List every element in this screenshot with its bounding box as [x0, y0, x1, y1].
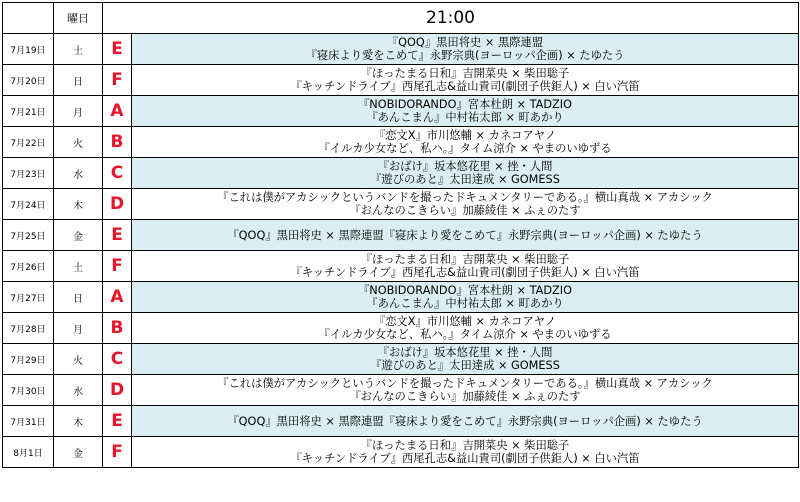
row-date: 7月22日	[3, 127, 54, 158]
row-day: 水	[54, 158, 103, 189]
row-program	[132, 375, 799, 406]
row-day: 月	[54, 313, 103, 344]
row-program	[132, 313, 799, 344]
program-line: 『ほったまる日和』吉開菜央 × 柴田聡子	[360, 253, 570, 266]
program-line: 『恋文X』市川悠輔 × カネコアヤノ	[373, 315, 557, 328]
schedule-row	[3, 220, 799, 251]
program-line: 『ほったまる日和』吉開菜央 × 柴田聡子	[360, 439, 570, 452]
row-program-code: B	[103, 127, 132, 158]
row-program-code: C	[103, 158, 132, 189]
row-day: 木	[54, 189, 103, 220]
program-line: 『イルカ少女など、私ハ。』タイム涼介 × やまのいゆずる	[318, 328, 612, 341]
schedule-row	[3, 375, 799, 406]
program-line: 『あんこまん』中村祐太郎 × 町あかり	[366, 111, 564, 124]
program-line: 『NOBIDORANDO』宮本杜朗 × TADZIO	[357, 284, 573, 297]
row-program	[132, 220, 799, 251]
row-date: 7月30日	[3, 375, 54, 406]
row-program-code: D	[103, 375, 132, 406]
row-date: 7月23日	[3, 158, 54, 189]
row-program-code: A	[103, 282, 132, 313]
row-day: 水	[54, 375, 103, 406]
header-row	[3, 3, 799, 34]
row-program	[132, 406, 799, 437]
row-program	[132, 127, 799, 158]
schedule-row	[3, 127, 799, 158]
row-program	[132, 251, 799, 282]
row-date: 7月20日	[3, 65, 54, 96]
row-day: 金	[54, 437, 103, 468]
program-line: 『遊びのあと』太田達成 × GOMESS	[370, 359, 560, 372]
row-program	[132, 189, 799, 220]
row-program	[132, 158, 799, 189]
row-date: 7月27日	[3, 282, 54, 313]
row-date: 7月26日	[3, 251, 54, 282]
row-program	[132, 437, 799, 468]
row-date: 8月1日	[3, 437, 54, 468]
program-line: 『おんなのこきらい』加藤綾佳 × ふぇのたす	[349, 390, 581, 403]
row-program-code: F	[103, 251, 132, 282]
row-program-code: E	[103, 34, 132, 65]
row-date: 7月19日	[3, 34, 54, 65]
row-date: 7月29日	[3, 344, 54, 375]
program-line: 『恋文X』市川悠輔 × カネコアヤノ	[373, 129, 557, 142]
row-date: 7月21日	[3, 96, 54, 127]
row-program	[132, 65, 799, 96]
schedule-row	[3, 282, 799, 313]
row-day: 木	[54, 406, 103, 437]
schedule-table	[2, 2, 799, 468]
schedule-row	[3, 158, 799, 189]
program-line: 『寝床より愛をこめて』永野宗典(ヨーロッパ企画) × たゆたう	[305, 49, 625, 62]
schedule-row	[3, 437, 799, 468]
program-line: 『遊びのあと』太田達成 × GOMESS	[370, 173, 560, 186]
row-date: 7月28日	[3, 313, 54, 344]
row-day: 日	[54, 282, 103, 313]
program-line: 『キッチンドライブ』西尾孔志&益山貴司(劇団子供鉅人) × 白い汽笛	[290, 266, 640, 279]
program-line: 『これは僕がアカシックというバンドを撮ったドキュメンタリーである。』横山真哉 × アカシック	[217, 377, 713, 390]
row-program	[132, 34, 799, 65]
program-line: 『QOQ』黒田将史 × 黒際連盟『寝床より愛をこめて』永野宗典(ヨーロッパ企画) × たゆたう	[227, 228, 703, 242]
schedule-row	[3, 65, 799, 96]
row-program-code: E	[103, 220, 132, 251]
program-line: 『NOBIDORANDO』宮本杜朗 × TADZIO	[357, 98, 573, 111]
row-day: 月	[54, 96, 103, 127]
program-line: 『おばけ』坂本悠花里 × 挫・人間	[377, 160, 553, 173]
row-day: 土	[54, 34, 103, 65]
program-line: 『イルカ少女など、私ハ。』タイム涼介 × やまのいゆずる	[318, 142, 612, 155]
schedule-row	[3, 34, 799, 65]
program-line: 『これは僕がアカシックというバンドを撮ったドキュメンタリーである。』横山真哉 × アカシック	[217, 191, 713, 204]
header-day-cell: 曜日	[54, 3, 103, 34]
row-program-code: D	[103, 189, 132, 220]
program-line: 『おんなのこきらい』加藤綾佳 × ふぇのたす	[349, 204, 581, 217]
program-line: 『ほったまる日和』吉開菜央 × 柴田聡子	[360, 67, 570, 80]
row-day: 火	[54, 344, 103, 375]
schedule-body	[3, 34, 799, 468]
row-day: 火	[54, 127, 103, 158]
schedule-row	[3, 189, 799, 220]
header-time-cell: 21:00	[103, 3, 799, 34]
row-date: 7月25日	[3, 220, 54, 251]
row-program-code: B	[103, 313, 132, 344]
schedule-row	[3, 406, 799, 437]
program-line: 『キッチンドライブ』西尾孔志&益山貴司(劇団子供鉅人) × 白い汽笛	[290, 452, 640, 465]
row-program-code: F	[103, 437, 132, 468]
program-line: 『QOQ』黒田将史 × 黒際連盟	[386, 36, 544, 49]
row-day: 土	[54, 251, 103, 282]
row-program-code: C	[103, 344, 132, 375]
row-program-code: F	[103, 65, 132, 96]
program-line: 『あんこまん』中村祐太郎 × 町あかり	[366, 297, 564, 310]
row-day: 金	[54, 220, 103, 251]
row-date: 7月31日	[3, 406, 54, 437]
program-line: 『キッチンドライブ』西尾孔志&益山貴司(劇団子供鉅人) × 白い汽笛	[290, 80, 640, 93]
row-program	[132, 282, 799, 313]
row-date: 7月24日	[3, 189, 54, 220]
schedule-row	[3, 96, 799, 127]
row-program	[132, 96, 799, 127]
program-line: 『おばけ』坂本悠花里 × 挫・人間	[377, 346, 553, 359]
schedule-row	[3, 251, 799, 282]
row-day: 日	[54, 65, 103, 96]
program-line: 『QOQ』黒田将史 × 黒際連盟『寝床より愛をこめて』永野宗典(ヨーロッパ企画) × たゆたう	[227, 414, 703, 428]
row-program	[132, 344, 799, 375]
header-date-cell	[3, 3, 54, 34]
schedule-row	[3, 344, 799, 375]
schedule-row	[3, 313, 799, 344]
row-program-code: A	[103, 96, 132, 127]
row-program-code: E	[103, 406, 132, 437]
